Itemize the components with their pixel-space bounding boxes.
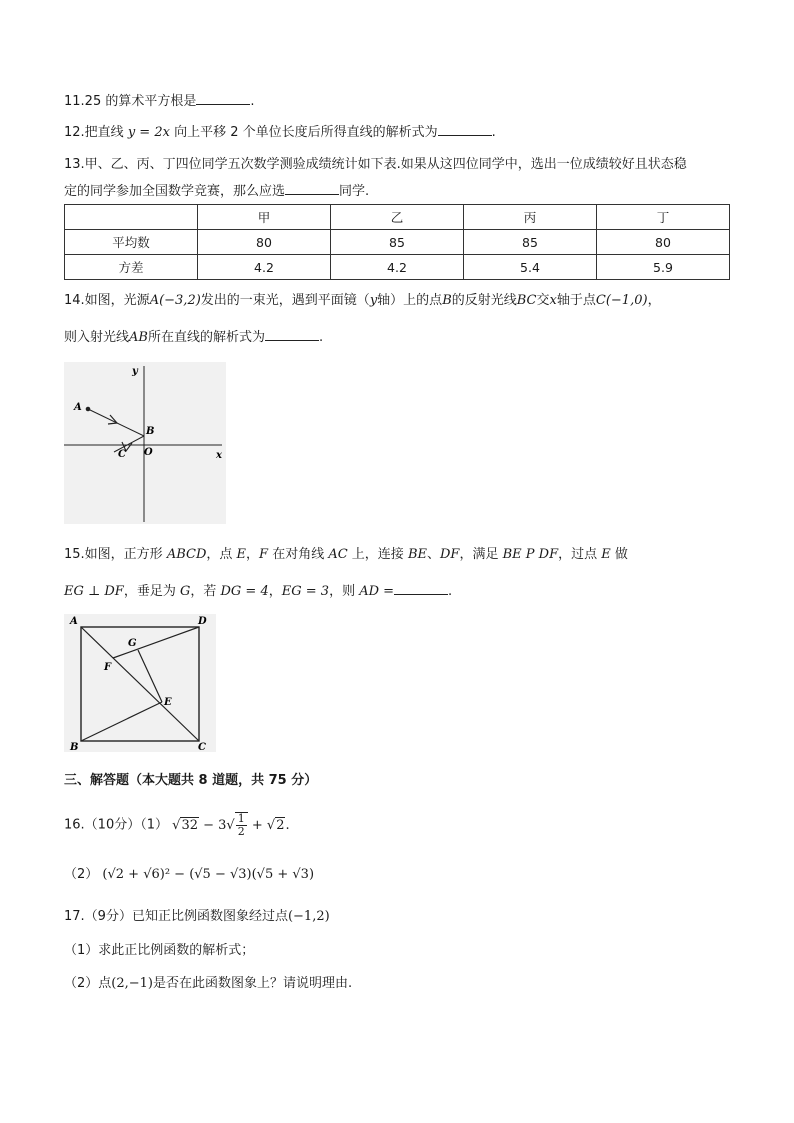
- q15-text: ，垂足为: [123, 584, 180, 599]
- q17-part2-pre: （2）点: [64, 976, 112, 991]
- table-header-cell: 丁: [597, 205, 730, 230]
- q14-text-g: ，: [647, 293, 661, 308]
- q14-line2-end: .: [318, 330, 324, 345]
- label-b: B: [146, 426, 155, 437]
- q15-text: ，: [246, 547, 260, 562]
- q14-y-var: y: [369, 293, 378, 308]
- q14-text-e: 交: [536, 293, 550, 308]
- q15-text: ，若: [190, 584, 221, 599]
- question-13-line1: 13.甲、乙、丙、丁四位同学五次数学测验成绩统计如下表.如果从这四位同学中，选出一位成绩较好且状态稳: [64, 157, 687, 172]
- answer-blank: [265, 328, 319, 341]
- radicand: 2: [276, 817, 285, 833]
- sqrt-icon: √: [266, 817, 276, 833]
- q15-text: ，则: [329, 584, 360, 599]
- q14-text-f: 轴于点: [556, 293, 596, 308]
- table-cell: 85: [464, 230, 597, 255]
- table-header-cell: 乙: [331, 205, 464, 230]
- q15-text: 做: [610, 547, 628, 562]
- table-cell: 4.2: [331, 255, 464, 280]
- table-cell: 5.9: [597, 255, 730, 280]
- label-a: A: [74, 402, 82, 413]
- x-label: x: [216, 450, 222, 461]
- label-a: A: [70, 616, 78, 627]
- question-15-line1: [64, 546, 628, 564]
- point-a-dot: [86, 407, 91, 412]
- table-cell: 平均数: [65, 230, 198, 255]
- table-cell: 80: [198, 230, 331, 255]
- table-header-cell: [65, 205, 198, 230]
- answer-blank: [438, 123, 492, 136]
- q15-math: AC: [328, 547, 348, 562]
- label-g: G: [128, 638, 137, 649]
- q12-post: 向上平移 2 个单位长度后所得直线的解析式为: [174, 125, 438, 140]
- question-11: [64, 92, 255, 111]
- q14-text-b: 发出的一束光，遇到平面镜（: [200, 293, 370, 308]
- q15-math: AD =: [359, 584, 395, 599]
- q15-math: E: [236, 547, 247, 562]
- q15-text: 上，连接: [347, 547, 408, 562]
- y-label: y: [132, 366, 138, 377]
- question-13-line2: [64, 182, 369, 201]
- sqrt-icon: √: [226, 817, 235, 833]
- sqrt-icon: √: [172, 817, 181, 833]
- q15-text: ，满足: [459, 547, 503, 562]
- table-cell: 4.2: [198, 255, 331, 280]
- answer-blank: [394, 582, 448, 595]
- label-d: D: [198, 616, 207, 627]
- q12-pre: 12.把直线: [64, 125, 124, 140]
- q14-text-d: 的反射光线: [451, 293, 517, 308]
- q15-math: EG ⊥ DF: [64, 584, 124, 599]
- answer-blank: [285, 182, 339, 195]
- table-header-cell: 甲: [198, 205, 331, 230]
- q14-text-c: 轴）上的点: [377, 293, 443, 308]
- question-17-part1: （1）求此正比例函数的解析式；: [64, 943, 255, 958]
- segment-be: [81, 702, 162, 741]
- table-header-row: [65, 205, 730, 230]
- q15-math: DG = 4: [220, 584, 269, 599]
- segment-df: [113, 627, 199, 658]
- q15-text: ，: [268, 584, 282, 599]
- q16-label: 16.（10分）（1）: [64, 817, 168, 833]
- table-row: [65, 230, 730, 255]
- table-row: [65, 255, 730, 280]
- q12-end: .: [491, 125, 496, 140]
- q15-math: BE P DF: [502, 547, 559, 562]
- question-15-line2: [64, 582, 452, 601]
- question-12: [64, 123, 496, 142]
- q17-pre: 17.（9分）已知正比例函数图象经过点: [64, 909, 288, 924]
- q16-plus: +: [247, 817, 267, 833]
- q17-part2-post: 是否在此函数图象上？请说明理由.: [153, 976, 353, 991]
- q11-text: 11.25 的算术平方根是: [64, 94, 197, 109]
- label-b: B: [70, 742, 79, 752]
- fraction: [235, 812, 248, 838]
- q17-part2-point: (2,−1): [111, 976, 153, 991]
- q15-math: ABCD: [166, 547, 207, 562]
- q15-text: 、: [426, 547, 440, 562]
- q16-part2-expr: (√2 + √6)² − (√5 − √3)(√5 + √3): [102, 867, 315, 882]
- q14-text-a: 14.如图，光源: [64, 293, 150, 308]
- q16-end: .: [285, 817, 290, 833]
- q15-math: BE: [407, 547, 427, 562]
- table-cell: 5.4: [464, 255, 597, 280]
- q14-ab: AB: [129, 330, 148, 345]
- q17-point: (−1,2): [287, 909, 330, 924]
- question-16-part1: [64, 812, 290, 838]
- q15-math: E: [601, 547, 611, 562]
- label-f: F: [104, 662, 112, 673]
- label-e: E: [164, 697, 172, 708]
- fraction-numerator: 1: [237, 812, 245, 825]
- table-cell: 85: [331, 230, 464, 255]
- q13-line2-post: 同学.: [339, 184, 370, 199]
- q16-minus: − 3: [198, 817, 227, 833]
- fraction-denominator: 2: [237, 825, 245, 838]
- q14-point-a: A(−3,2): [149, 293, 201, 308]
- q15-text: 在对角线: [268, 547, 329, 562]
- q14-line2-pre: 则入射光线: [64, 330, 130, 345]
- table-cell: 80: [597, 230, 730, 255]
- q15-math: G: [179, 584, 191, 599]
- q14-point-b: B: [442, 293, 452, 308]
- q14-line2-post: 所在直线的解析式为: [147, 330, 265, 345]
- label-c: C: [118, 449, 126, 460]
- square-figure: [64, 614, 216, 752]
- q15-math: F: [259, 547, 269, 562]
- question-16-part2: [64, 866, 314, 884]
- stats-table: [64, 204, 730, 280]
- label-c: C: [198, 742, 206, 752]
- q14-x-var: x: [549, 293, 557, 308]
- q12-expr: y = 2x: [127, 125, 170, 140]
- table-cell: 方差: [65, 255, 198, 280]
- q15-text: ，点: [206, 547, 237, 562]
- radicand: 32: [181, 817, 198, 833]
- answer-blank: [196, 92, 250, 105]
- diagonal-ac: [81, 627, 199, 741]
- q15-math: DF: [440, 547, 460, 562]
- q15-math: EG = 3: [281, 584, 330, 599]
- q14-point-c: C(−1,0): [595, 293, 648, 308]
- question-17-part2: [64, 975, 352, 993]
- table-header-cell: 丙: [464, 205, 597, 230]
- q16-expr-1: [172, 812, 290, 838]
- q16-part2-label: （2）: [64, 867, 99, 882]
- q15-end: .: [448, 584, 453, 599]
- question-14-line2: [64, 328, 323, 347]
- q15-text: 15.如图，正方形: [64, 547, 167, 562]
- question-17-line1: [64, 908, 330, 926]
- q15-text: ，过点: [558, 547, 602, 562]
- q13-line2-pre: 定的同学参加全国数学竞赛，那么应选: [64, 184, 286, 199]
- q14-bc: BC: [516, 293, 537, 308]
- section-title: 三、解答题（本大题共 8 道题，共 75 分）: [64, 773, 318, 788]
- reflection-figure: [64, 362, 226, 524]
- question-14-line1: [64, 292, 661, 310]
- label-o: O: [144, 447, 153, 458]
- q11-end: .: [250, 94, 255, 109]
